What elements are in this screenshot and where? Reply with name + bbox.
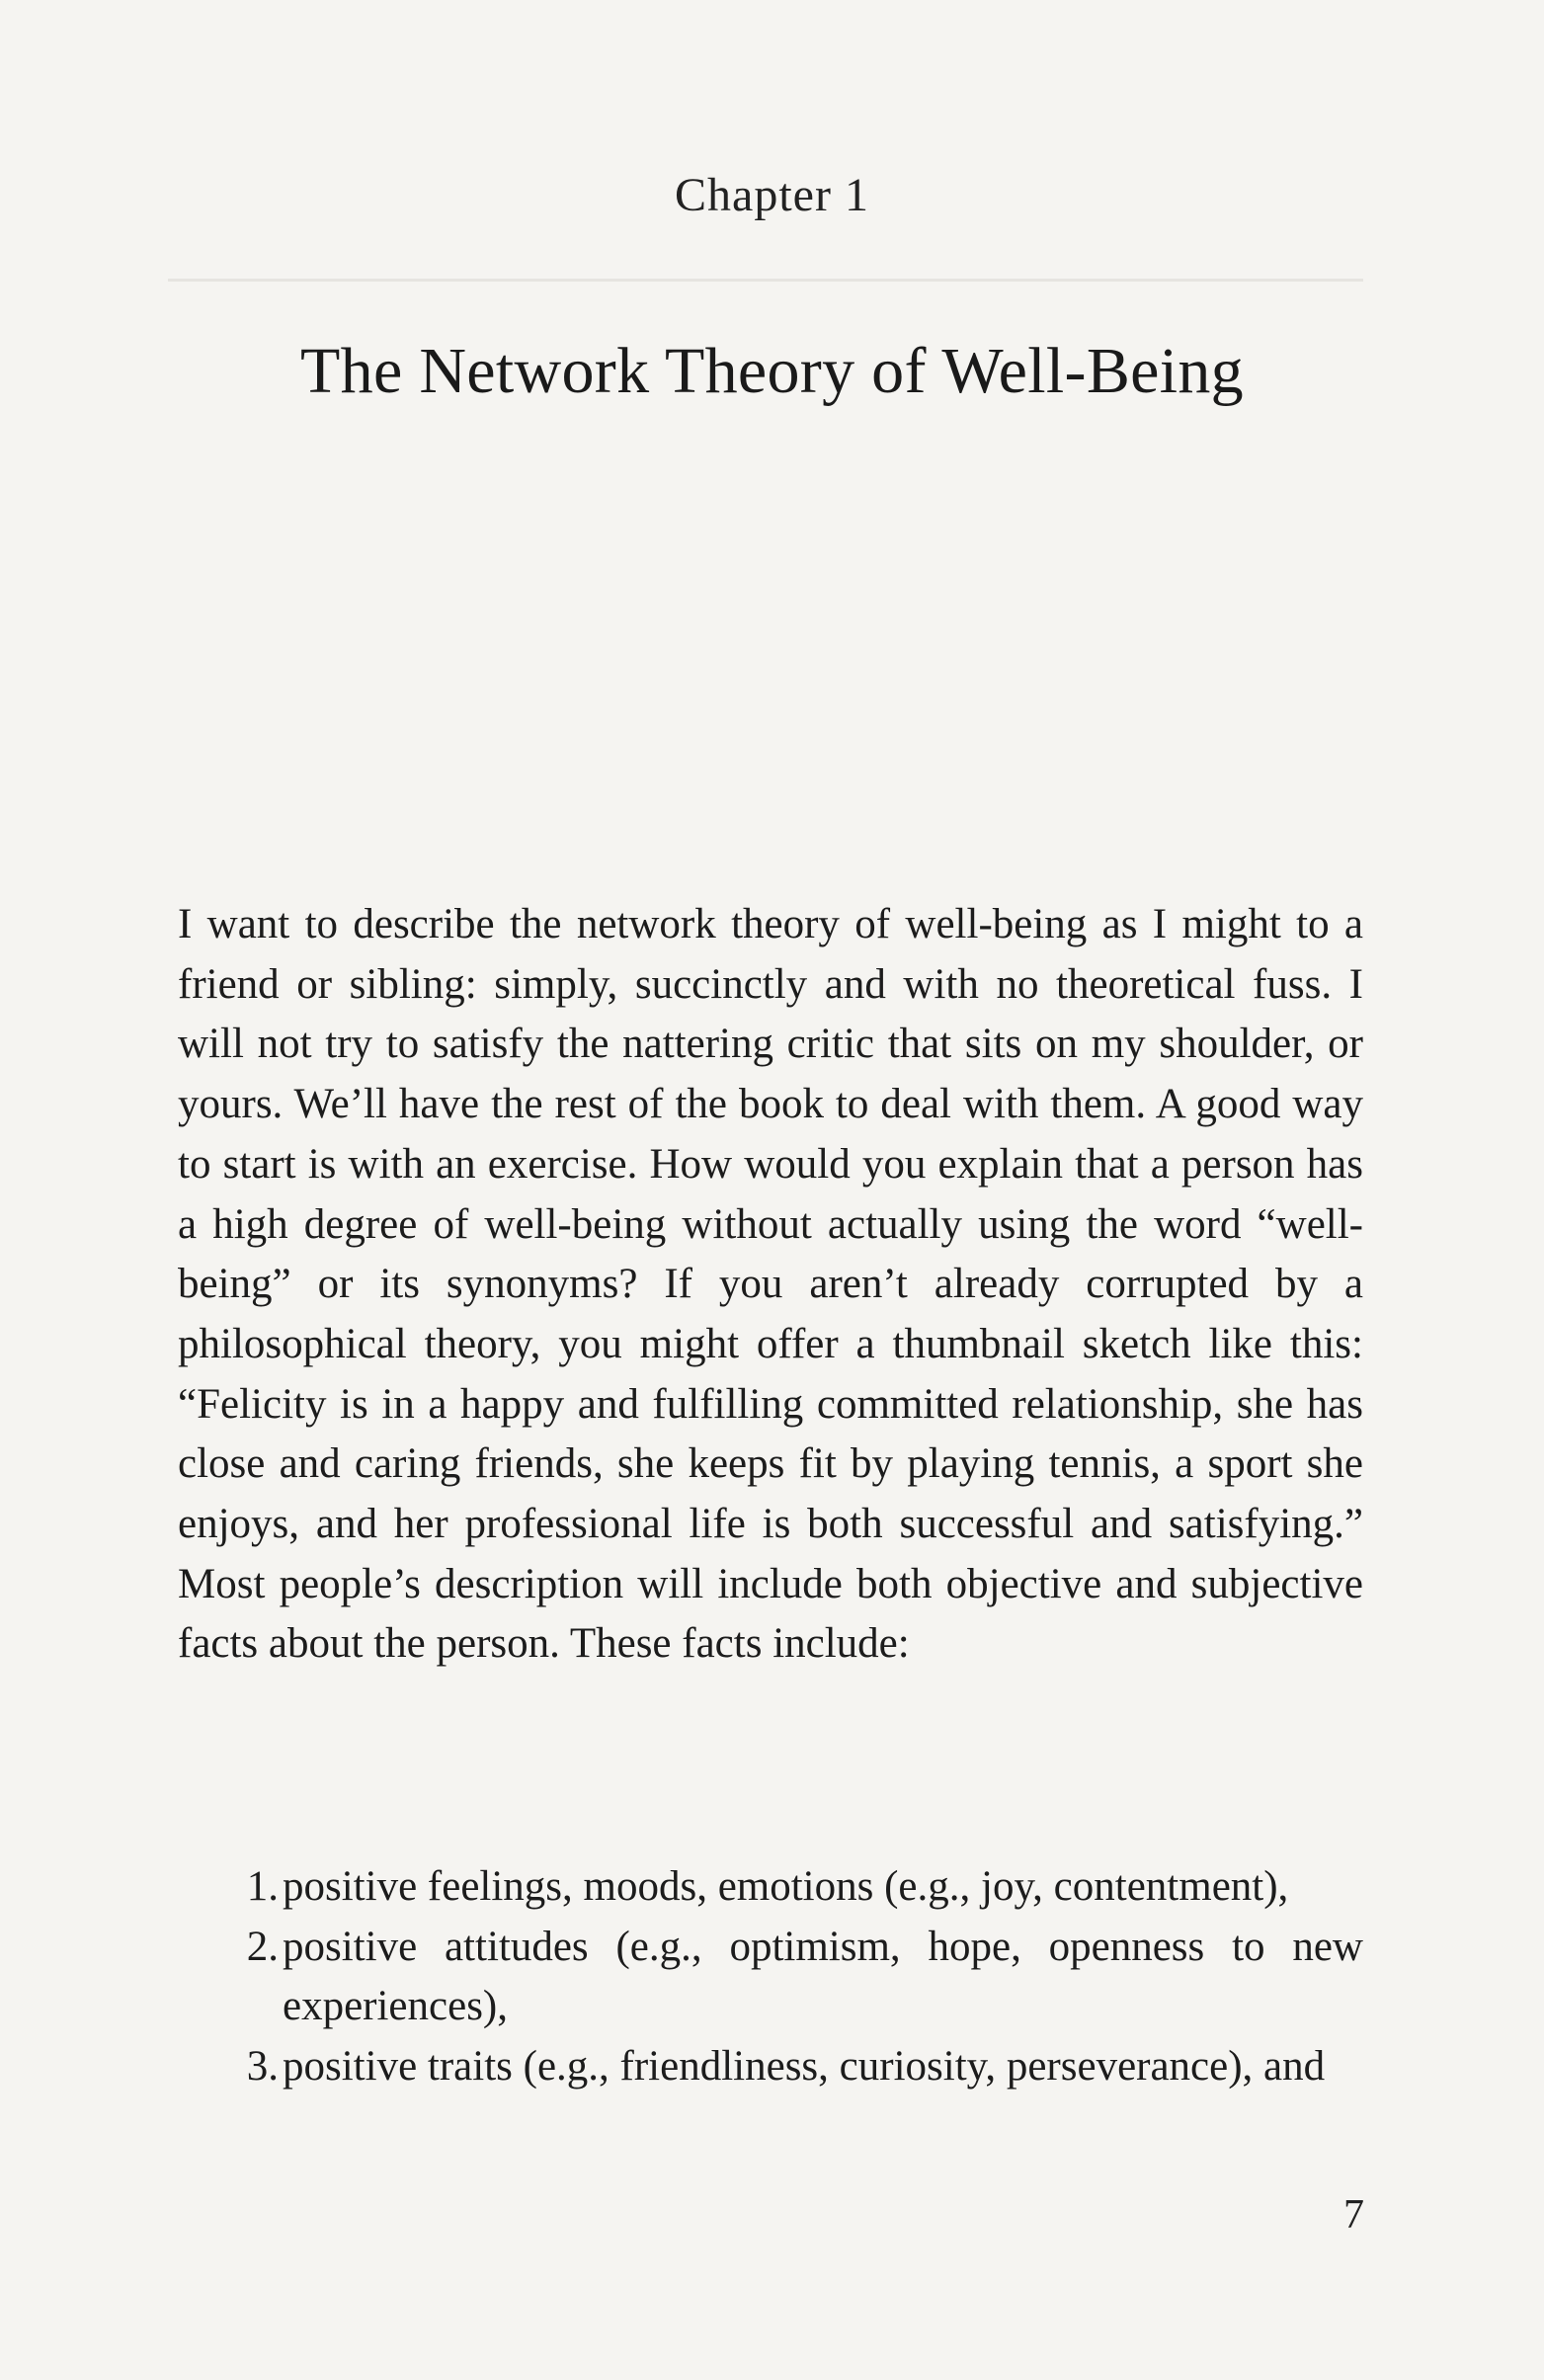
list-item-text: positive traits (e.g., friendliness, curiosity, perseverance), and <box>283 2043 1326 2091</box>
list-item-number: 3. <box>246 2043 279 2091</box>
chapter-label: Chapter 1 <box>675 169 869 221</box>
list-item-text: positive feelings, moods, emotions (e.g., joy, contentment), <box>283 1863 1289 1910</box>
page-number: 7 <box>1343 2192 1364 2238</box>
body-paragraph: I want to describe the network theory of well-being as I might to a friend or sibling: simply, succinctly and with no theoretical fuss. I will not try to satisfy the nattering critic that sits on my shoulder, or yours. We’ll have the rest of the book to deal with them. A good way to start is with an exercise. How would you explain that a person has a high degree of well-being without actually using the word “well-being” or its synonyms? If you aren’t already corrupted by a philosophical theory, you might offer a thumbnail sketch like this: “Felicity is in a happy and fulfilling committed relationship, she has close and caring friends, she keeps fit by playing tennis, a sport she enjoys, and her professional life is both successful and satisfying.” Most people’s description will include both objective and subjective facts about the person. These facts include: <box>178 901 1363 1668</box>
list-item <box>178 1918 1363 2037</box>
list-item-text: positive attitudes (e.g., optimism, hope, openness to new experiences), <box>283 1923 1363 2030</box>
list-item-number: 1. <box>246 1863 279 1910</box>
list-item-number: 2. <box>246 1923 279 1970</box>
facts-list <box>178 1857 1363 2097</box>
list-item <box>178 1857 1363 1918</box>
header-rule <box>168 279 1363 282</box>
chapter-title: The Network Theory of Well-Being <box>300 335 1244 407</box>
list-item <box>178 2037 1363 2097</box>
